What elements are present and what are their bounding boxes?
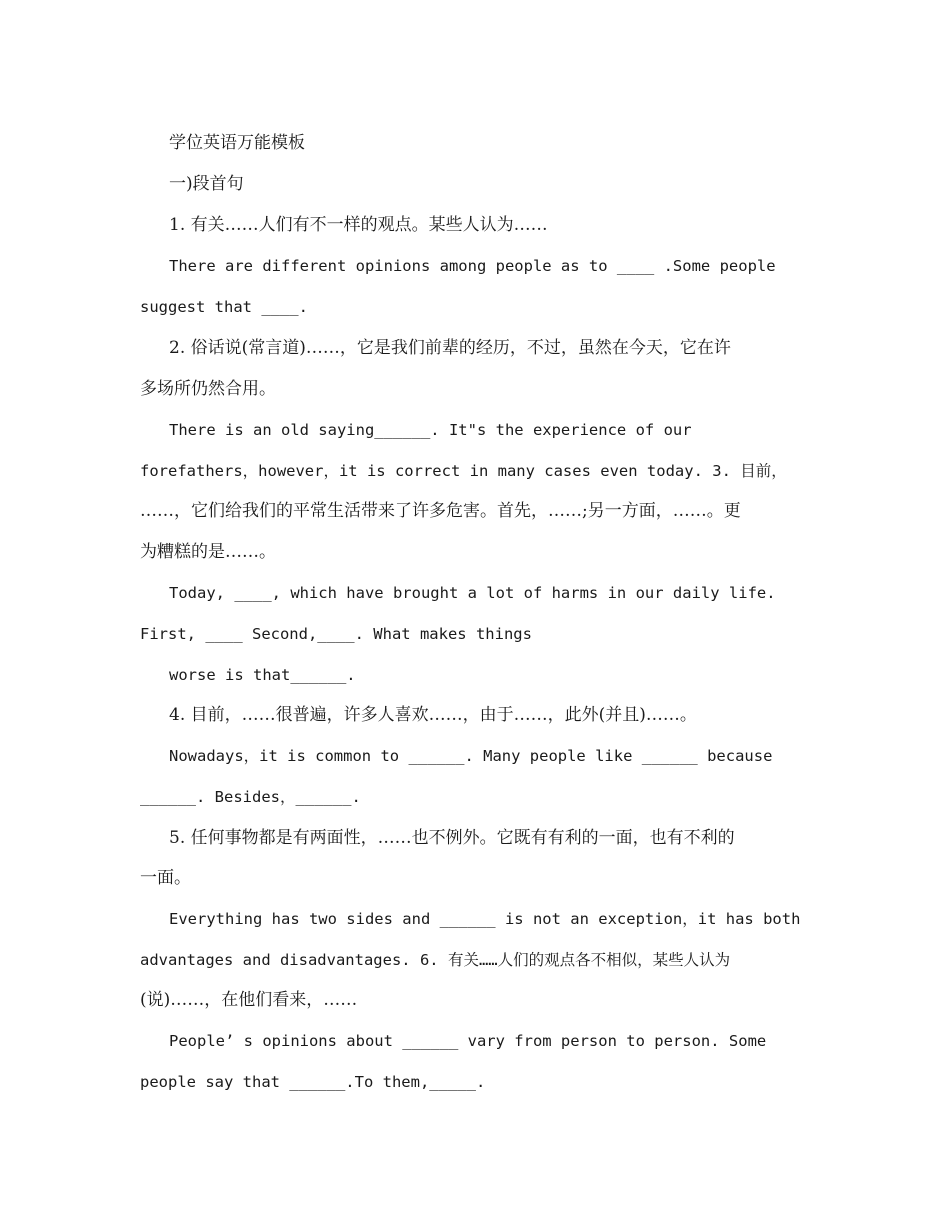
text-line: 多场所仍然合用。: [140, 379, 276, 399]
text-line: forefathers，however，it is correct in many cases even today. 3. 目前，: [140, 462, 787, 480]
text-line: ……，它们给我们的平常生活带来了许多危害。首先，……;另一方面，……。更: [140, 501, 741, 521]
text-line: Nowadays，it is common to ______. Many people like ______ because: [169, 747, 773, 765]
text-line: 2. 俗话说(常言道)……，它是我们前辈的经历，不过，虽然在今天，它在许: [169, 338, 731, 358]
text-line: 5. 任何事物都是有两面性，……也不例外。它既有有利的一面，也有不利的: [169, 828, 735, 848]
text-line: 一面。: [140, 868, 191, 888]
text-line: There is an old saying______. It"s the experience of our: [169, 421, 692, 439]
text-line: Everything has two sides and ______ is not an exception，it has both: [169, 910, 801, 928]
text-line: Today, ____, which have brought a lot of harms in our daily life.: [169, 584, 776, 602]
text-line: 1. 有关……人们有不一样的观点。某些人认为……: [169, 215, 548, 235]
text-line: suggest that ____.: [140, 298, 308, 316]
text-line: worse is that______.: [169, 666, 356, 684]
text-line: 为糟糕的是……。: [140, 542, 276, 562]
document-title: 学位英语万能模板: [169, 133, 305, 153]
text-line: 4. 目前，……很普遍，许多人喜欢……，由于……，此外(并且)……。: [169, 705, 697, 725]
text-line: (说)……，在他们看来，……: [140, 990, 358, 1010]
text-line: There are different opinions among people as to ____ .Some people: [169, 257, 776, 275]
text-line: advantages and disadvantages. 6. 有关……人们的观点各不相似，某些人认为: [140, 951, 731, 969]
text-line: People’ s opinions about ______ vary from person to person. Some: [169, 1032, 767, 1050]
text-line: people say that ______.To them,_____.: [140, 1073, 486, 1091]
text-line: First, ____ Second,____. What makes things: [140, 625, 532, 643]
text-line: ______. Besides，______.: [140, 788, 361, 806]
section-heading: 一)段首句: [169, 174, 244, 194]
